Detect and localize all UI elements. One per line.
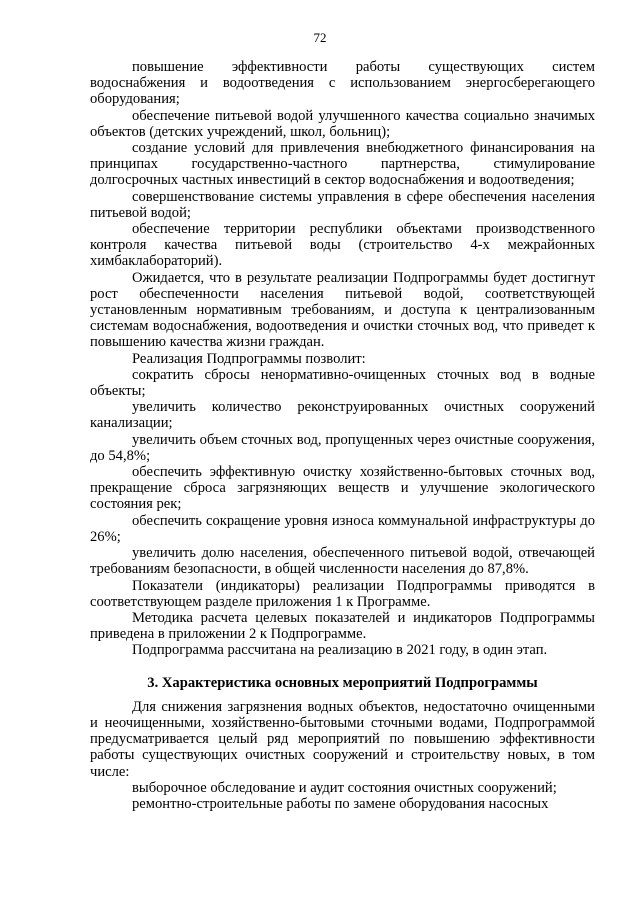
paragraph: Подпрограмма рассчитана на реализацию в 2021 году, в один этап. [132,642,548,659]
paragraph: создание условий для привлечения внебюджетного финансирования на принципах государственно-частного партнерства, стимулирование долгосрочных частных инвестиций в сектор водоснабжения и водоотведения; [90,140,595,189]
paragraph: повышение эффективности работы существующих систем водоснабжения и водоотведения с использованием энергосберегающего оборудования; [90,59,595,108]
paragraph: увеличить количество реконструированных очистных сооружений канализации; [90,399,595,432]
paragraph: Показатели (индикаторы) реализации Подпрограммы приводятся в соответствующем разделе приложения 1 к Программе. [90,577,595,610]
paragraph: выборочное обследование и аудит состояния очистных сооружений; [132,779,557,796]
paragraph: обеспечить сокращение уровня износа коммунальной инфраструктуры до 26%; [90,512,595,545]
paragraph: обеспечение территории республики объектами производственного контроля качества питьевой воды (строительство 4-х межрайонных химбаклабораторий). [90,221,595,270]
paragraph: Реализация Подпрограммы позволит: [132,350,366,367]
paragraph: сократить сбросы ненормативно-очищенных сточных вод в водные объекты; [90,366,595,400]
paragraph: увеличить объем сточных вод, пропущенных через очистные сооружения, до 54,8%; [90,431,595,464]
paragraph: Ожидается, что в результате реализации Подпрограммы будет достигнут рост обеспеченности населения питьевой водой, соответствующей установленным нормативным требованиям, и доступа к централизованным системам водоснабжения, водоотведения и очистки сточных вод, что приведет к повышению качества жизни граждан. [90,269,595,351]
paragraph: ремонтно-строительные работы по замене оборудования насосных [132,795,549,812]
page-number: 72 [313,30,327,45]
document-body [90,59,595,812]
paragraph: обеспечение питьевой водой улучшенного качества социально значимых объектов (детских учреждений, школ, больниц); [90,107,595,140]
paragraph: обеспечить эффективную очистку хозяйственно-бытовых сточных вод, прекращение сброса загрязняющих веществ и улучшение экологического состояния рек; [90,464,595,513]
paragraph: Для снижения загрязнения водных объектов, недостаточно очищенными и неочищенными, хозяйственно-бытовыми сточными водами, Подпрограммой предусматривается целый ряд мероприятий по повышению эффективности работы существующих очистных сооружений и строительству новых, в том числе: [90,698,595,780]
paragraph: увеличить долю населения, обеспеченного питьевой водой, отвечающей требованиям безопасности, в общей численности населения до 87,8%. [90,545,595,578]
paragraph: Методика расчета целевых показателей и индикаторов Подпрограммы приведена в приложении 2 к Подпрограмме. [90,609,595,643]
section-heading: 3. Характеристика основных мероприятий Подпрограммы [147,674,538,691]
paragraph: совершенствование системы управления в сфере обеспечения населения питьевой водой; [90,188,595,221]
